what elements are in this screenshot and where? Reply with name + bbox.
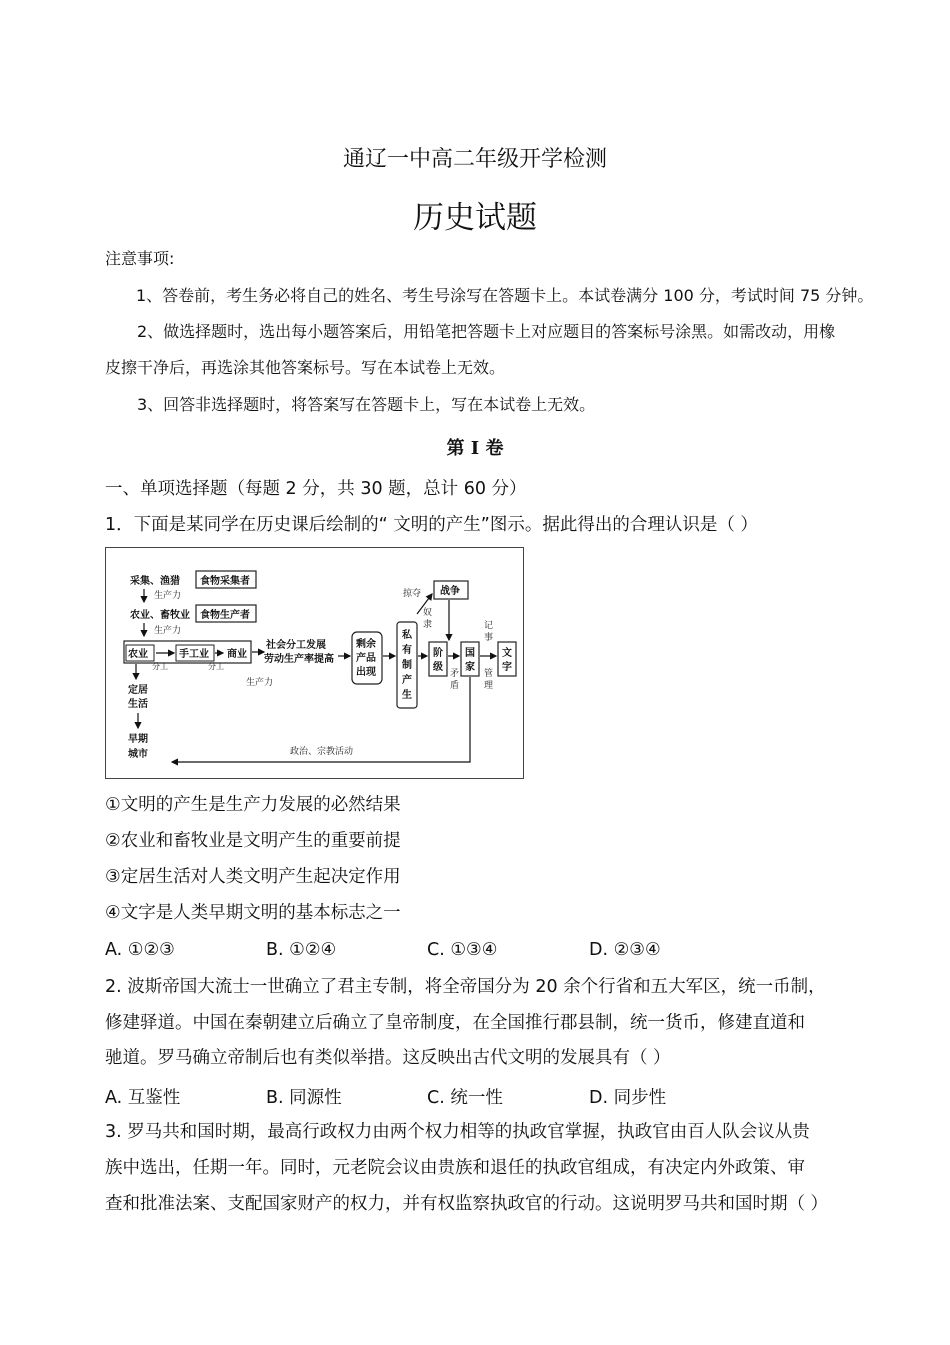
q2-line-1: 2. 波斯帝国大流士一世确立了君主专制，将全帝国分为 20 余个行省和五大军区，统一币制，: [105, 977, 826, 997]
q1-statement-3: ③定居生活对人类文明产生起决定作用: [105, 867, 401, 887]
social-division-text: 社会分工发展: [266, 640, 326, 651]
part-one-heading: 一、单项选择题（每题 2 分，共 30 题，总计 60 分）: [105, 479, 527, 499]
q2-line-2: 修建驿道。中国在秦朝建立后确立了皇帝制度，在全国推行郡县制，统一货币，修建直道和: [105, 1013, 805, 1033]
agri-husbandry-text: 农业、畜牧业: [130, 610, 190, 621]
q1-option-c: C. ①③④: [427, 940, 498, 960]
agriculture-text: 农业: [128, 649, 148, 660]
diagram-svg: [106, 548, 525, 780]
q2-option-b: B. 同源性: [266, 1088, 342, 1108]
productivity-label-3: 生产力: [246, 678, 274, 688]
notice-item-3: 3、回答非选择题时，将答案写在答题卡上，写在本试卷上无效。: [137, 395, 596, 414]
settle-line-2: 生活: [128, 699, 148, 710]
class-char-2: 级: [433, 662, 443, 673]
q1-option-d: D. ②③④: [589, 940, 661, 960]
handicraft-text: 手工业: [179, 649, 209, 660]
state-char-2: 家: [465, 662, 475, 673]
q1-statement-1: ①文明的产生是生产力发展的必然结果: [105, 795, 401, 815]
productivity-label-2: 生产力: [154, 626, 182, 636]
surplus-line-2: 产品: [356, 653, 376, 664]
division-label-2: 分工: [208, 662, 224, 671]
record-char-1: 记: [484, 621, 494, 631]
subject-title: 历史试题: [413, 200, 537, 236]
slave-char-1: 奴: [423, 608, 433, 618]
writing-char-2: 字: [502, 662, 512, 673]
food-collect-text: 食物采集者: [200, 576, 250, 587]
conflict-char-1: 矛: [450, 669, 460, 679]
productivity-label-1: 生产力: [154, 591, 182, 601]
record-char-2: 事: [484, 633, 494, 643]
q1-statement-2: ②农业和畜牧业是文明产生的重要前提: [105, 831, 401, 851]
q3-line-2: 族中选出，任期一年。同时，元老院会议由贵族和退任的执政官组成，有决定内外政策、审: [105, 1158, 805, 1178]
surplus-line-3: 出现: [356, 667, 376, 678]
section-title: 第 I 卷: [446, 438, 504, 459]
notice-item-2-line-2: 皮擦干净后，再选涂其他答案标号。写在本试卷上无效。: [105, 358, 506, 377]
class-char-1: 阶: [433, 648, 443, 659]
q3-line-3: 查和批准法案、支配国家财产的权力，并有权监察执政官的行动。这说明罗马共和国时期（ ）: [105, 1194, 829, 1214]
q3-line-1: 3. 罗马共和国时期，最高行政权力由两个权力相等的执政官掌握，执政官由百人队会议从贵: [105, 1122, 810, 1142]
manage-char-2: 理: [484, 681, 494, 691]
notice-heading: 注意事项:: [105, 249, 175, 268]
war-text: 战争: [440, 586, 460, 597]
slave-char-2: 隶: [423, 620, 433, 630]
city-line-2: 城市: [128, 749, 148, 760]
conflict-char-2: 盾: [450, 681, 460, 691]
food-produce-text: 食物生产者: [200, 610, 250, 621]
manage-char-1: 管: [484, 669, 494, 679]
civilization-diagram: [105, 547, 524, 779]
caza-text: 采集、渔猎: [130, 576, 180, 587]
state-char-1: 国: [465, 648, 475, 659]
school-title: 通辽一中高二年级开学检测: [342, 147, 607, 172]
q1-option-a: A. ①②③: [105, 940, 175, 960]
q2-option-a: A. 互鉴性: [105, 1088, 181, 1108]
q1-stem: 1．下面是某同学在历史课后绘制的“ 文明的产生”图示。据此得出的合理认识是（ ）: [105, 515, 758, 535]
plunder-text: 掠夺: [403, 589, 422, 599]
surplus-line-1: 剩余: [356, 639, 376, 650]
settle-line-1: 定居: [128, 685, 148, 696]
notice-item-1: 1、答卷前，考生务必将自己的姓名、考生号涂写在答题卡上。本试卷满分 100 分，考试时间 75 分钟。: [136, 286, 874, 305]
notice-item-2-line-1: 2、做选择题时，选出每小题答案后，用铅笔把答题卡上对应题目的答案标号涂黑。如需改动，用橡: [137, 322, 836, 341]
writing-char-1: 文: [502, 648, 512, 659]
private-char-1: 私: [402, 630, 412, 641]
private-char-4: 产: [402, 675, 412, 686]
q2-option-c: C. 统一性: [427, 1088, 503, 1108]
political-religious-text: 政治、宗教活动: [290, 747, 354, 757]
q2-line-3: 驰道。罗马确立帝制后也有类似举措。这反映出古代文明的发展具有（ ）: [105, 1048, 671, 1068]
private-char-2: 有: [402, 645, 412, 656]
productivity-raise-text: 劳动生产率提高: [264, 654, 334, 665]
commerce-text: 商业: [227, 649, 247, 660]
division-label-1: 分工: [152, 662, 168, 671]
q1-option-b: B. ①②④: [266, 940, 337, 960]
q1-statement-4: ④文字是人类早期文明的基本标志之一: [105, 903, 401, 923]
private-char-3: 制: [402, 660, 412, 671]
private-char-5: 生: [402, 690, 412, 701]
city-line-1: 早期: [128, 734, 148, 745]
q2-option-d: D. 同步性: [589, 1088, 667, 1108]
